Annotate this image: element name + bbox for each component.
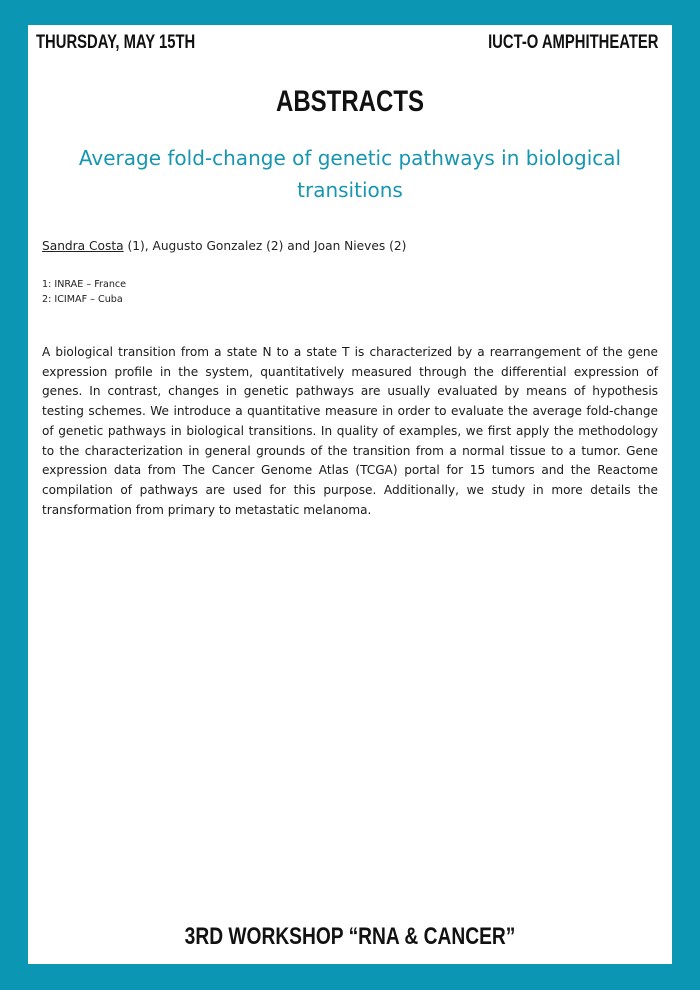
affiliation-item: 1: INRAE – France xyxy=(42,279,127,290)
co-authors: (1), Augusto Gonzalez (2) and Joan Nieves (2) xyxy=(123,239,407,253)
author-list xyxy=(42,239,406,253)
presenting-author: Sandra Costa xyxy=(42,239,124,253)
header-venue: IUCT-O AMPHITHEATER xyxy=(487,32,658,53)
affiliations xyxy=(42,277,126,307)
header-date: THURSDAY, MAY 15TH xyxy=(36,32,196,53)
abstract-body: A biological transition from a state N to a state T is characterized by a rearrangement of the gene expression profile in the system, quantitatively measured through the differential expression of genes. In contrast, changes in genetic pathways are usually evaluated by means of hypothesis testing schemes. We introduce a quantitative measure in order to evaluate the average fold-change of genetic pathways in biological transitions. In quality of examples, we first apply the methodology to the characterization in general grounds of the transition from a normal tissue to a tumor. Gene expression data from The Cancer Genome Atlas (TCGA) portal for 15 tumors and the Reactome compilation of pathways are used for this purpose. Additionally, we study in more details the transformation from primary to metastatic melanoma. xyxy=(42,345,658,517)
affiliation-item: 2: ICIMAF – Cuba xyxy=(42,294,123,305)
page-sheet xyxy=(28,25,672,964)
workshop-footer: 3RD WORKSHOP “RNA & CANCER” xyxy=(184,923,516,950)
paper-title: Average fold-change of genetic pathways in biological transitions xyxy=(78,146,622,202)
section-title: ABSTRACTS xyxy=(276,85,424,118)
